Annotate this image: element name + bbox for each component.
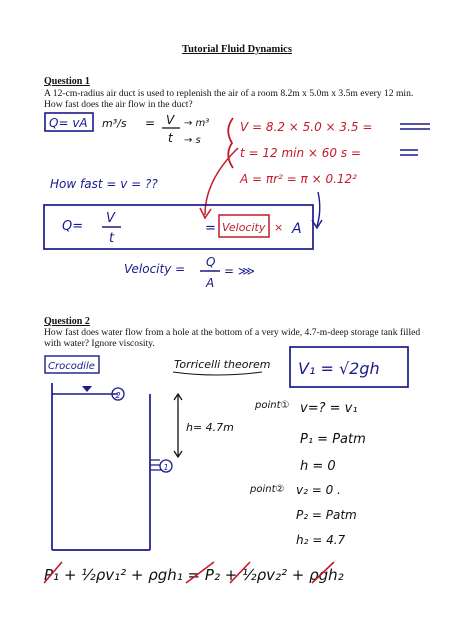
box-times: ×	[274, 221, 284, 234]
q-eq-va: Q= vA	[49, 116, 88, 130]
units-t: t	[168, 131, 173, 145]
units-s: → s	[184, 135, 201, 146]
height-label: h= 4.7m	[186, 421, 234, 434]
torricelli-result: V₁ = √2gh	[298, 359, 380, 378]
velocity-den: A	[206, 276, 215, 290]
velocity-num: Q	[206, 255, 216, 269]
arrow-blue	[317, 192, 320, 226]
box-v: V	[106, 211, 115, 226]
question-1-text-line2: How fast does the air flow in the duct?	[44, 99, 193, 110]
v-unknown: v=? = v₁	[300, 401, 358, 416]
question-2-heading: Question 2	[44, 316, 90, 327]
units-m3: → m³	[184, 118, 210, 129]
box-a: A	[292, 221, 302, 237]
h-zero: h = 0	[300, 459, 336, 474]
box-eq: =	[205, 221, 216, 236]
area-calc: A = πr² = π × 0.12²	[240, 172, 357, 186]
bernoulli-equation: P₁ + ½ρv₁² + ρgh₁ = P₂ + ½ρv₂² + ρgh₂	[44, 566, 344, 584]
question-1-heading: Question 1	[44, 76, 90, 87]
volume-calc: V = 8.2 × 5.0 × 3.5 =	[240, 120, 373, 134]
velocity-rhs: = ⋙	[224, 264, 255, 278]
units-m3s: m³/s	[102, 117, 127, 130]
document-title: Tutorial Fluid Dynamics	[182, 44, 292, 55]
box-t: t	[109, 231, 115, 246]
torricelli-label: Torricelli theorem	[174, 358, 271, 371]
units-v: V	[166, 113, 175, 127]
surface-marker	[82, 386, 92, 392]
velocity-lhs: Velocity =	[124, 262, 186, 276]
box-velocity: Velocity	[222, 221, 266, 234]
brace-red	[228, 118, 233, 168]
point-1-label: 1	[163, 463, 169, 472]
question-2-text-line1: How fast does water flow from a hole at the bottom of a very wide, 4.7-m-deep storage tank filled	[44, 327, 421, 338]
point-2-heading: point②	[250, 484, 285, 495]
formula-box	[44, 205, 313, 249]
p1-atm: P₁ = Patm	[300, 432, 366, 447]
point-2-label: 2	[115, 391, 121, 400]
double-underline-2	[400, 150, 418, 155]
question-2-text-line2: with water? Ignore viscosity.	[44, 338, 155, 349]
v2-zero: v₂ = 0 .	[296, 483, 341, 497]
double-underline-1	[400, 124, 430, 129]
p2-atm: P₂ = Patm	[296, 508, 357, 522]
how-fast: How fast = v = ??	[50, 177, 158, 191]
h2-value: h₂ = 4.7	[296, 533, 346, 547]
point-1-heading: point①	[255, 400, 290, 411]
time-calc: t = 12 min × 60 s =	[240, 146, 361, 160]
crocodile-label: Crocodile	[48, 361, 95, 372]
units-eq: =	[145, 116, 156, 130]
box-q: Q=	[62, 219, 84, 234]
question-1-text-line1: A 12-cm-radius air duct is used to replenish the air of a room 8.2m x 5.0m x 3.5m every 12 min.	[44, 88, 414, 99]
